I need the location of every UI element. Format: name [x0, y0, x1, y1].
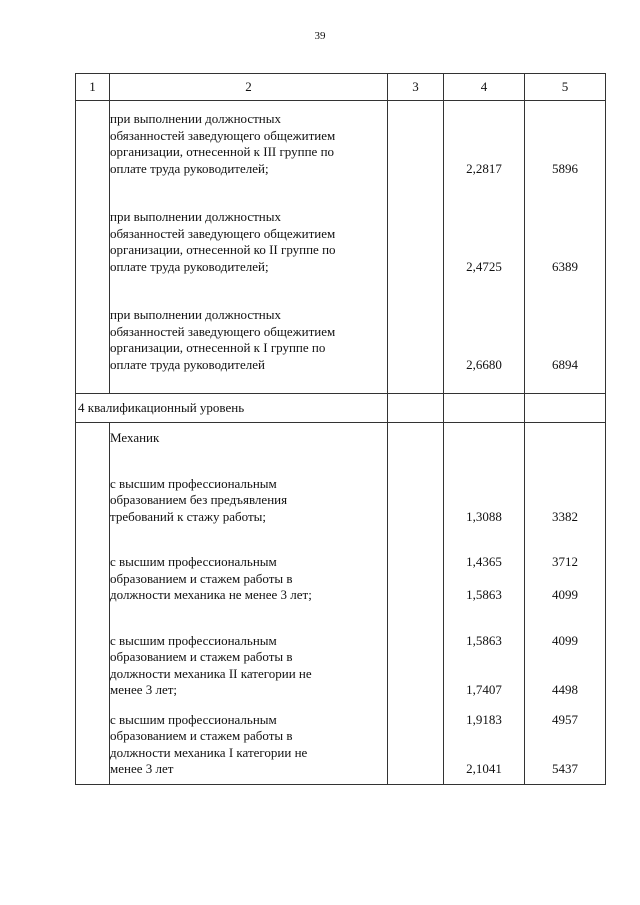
item-text: обязанностей заведующего общежитием [110, 127, 336, 143]
salary-value: 4099 [552, 587, 578, 602]
coefficient-value: 1,5863 [466, 632, 502, 648]
column-header: 4 [444, 74, 525, 101]
salary-value: 6389 [552, 258, 578, 274]
item-text: обязанностей заведующего общежитием [110, 323, 336, 339]
coefficient-value: 2,4725 [466, 258, 502, 274]
item-text: при выполнении должностных [110, 209, 281, 224]
hostel-item [110, 111, 387, 177]
item-text: обязанностей заведующего общежитием [110, 225, 336, 241]
item-text: организации, отнесенной к I группе по [110, 340, 326, 355]
item-text: оплате труда руководителей [110, 356, 265, 372]
salary-value: 5437 [552, 761, 578, 776]
salary-table [75, 73, 606, 785]
item-text: должности механика II категории не [110, 665, 312, 681]
item-text: должности механика не менее 3 лет; [110, 587, 312, 602]
salary-value: 4957 [552, 711, 578, 727]
coefficient-value: 1,9183 [466, 711, 502, 727]
coefficient-value: 2,1041 [466, 761, 502, 776]
hostel-item [110, 209, 387, 275]
column-header: 2 [110, 74, 388, 101]
item-text: с высшим профессиональным [110, 711, 277, 727]
item-text: образованием и стажем работы в [110, 728, 293, 743]
qualification-level-label: 4 квалификационный уровень [76, 394, 388, 423]
item-text: при выполнении должностных [110, 307, 281, 322]
mechanic-item [110, 633, 387, 699]
coefficient-value: 1,3088 [466, 508, 502, 524]
coefficient-value: 1,4365 [466, 554, 502, 569]
salary-value: 5896 [552, 160, 578, 176]
salary-value: 4498 [552, 682, 578, 697]
table-row [76, 101, 606, 394]
salary-value: 6894 [552, 356, 578, 372]
item-text: образованием и стажем работы в [110, 570, 293, 586]
item-text: при выполнении должностных [110, 111, 281, 126]
mechanic-item [110, 476, 387, 526]
salary-value: 3712 [552, 554, 578, 569]
salary-value: 4099 [552, 632, 578, 648]
table-header-row [76, 74, 606, 101]
item-text: менее 3 лет; [110, 682, 178, 697]
item-text: должности механика I категории не [110, 744, 308, 760]
coefficient-value: 1,5863 [466, 587, 502, 602]
item-text: организации, отнесенной ко II группе по [110, 242, 336, 257]
item-text: требований к стажу работы; [110, 508, 266, 524]
mechanic-item [110, 712, 387, 778]
item-text: с высшим профессиональным [110, 554, 277, 569]
column-header: 1 [76, 74, 110, 101]
item-text: с высшим профессиональным [110, 475, 277, 491]
item-text: менее 3 лет [110, 761, 174, 776]
qualification-level-row [76, 394, 606, 423]
coefficient-value: 2,6680 [466, 356, 502, 372]
item-text: оплате труда руководителей; [110, 258, 269, 274]
item-text: образованием без предъявления [110, 492, 288, 507]
page-number: 39 [314, 30, 326, 42]
salary-value: 3382 [552, 508, 578, 524]
coefficient-value: 1,7407 [466, 682, 502, 697]
item-text: образованием и стажем работы в [110, 649, 293, 664]
column-header: 3 [388, 74, 444, 101]
column-header: 5 [525, 74, 606, 101]
item-text: организации, отнесенной к III группе по [110, 144, 335, 159]
hostel-item [110, 307, 387, 373]
position-title: Механик [110, 430, 160, 445]
mechanic-item [110, 554, 387, 604]
item-text: с высшим профессиональным [110, 632, 277, 648]
coefficient-value: 2,2817 [466, 160, 502, 176]
item-text: оплате труда руководителей; [110, 160, 269, 176]
table-row [76, 423, 606, 785]
